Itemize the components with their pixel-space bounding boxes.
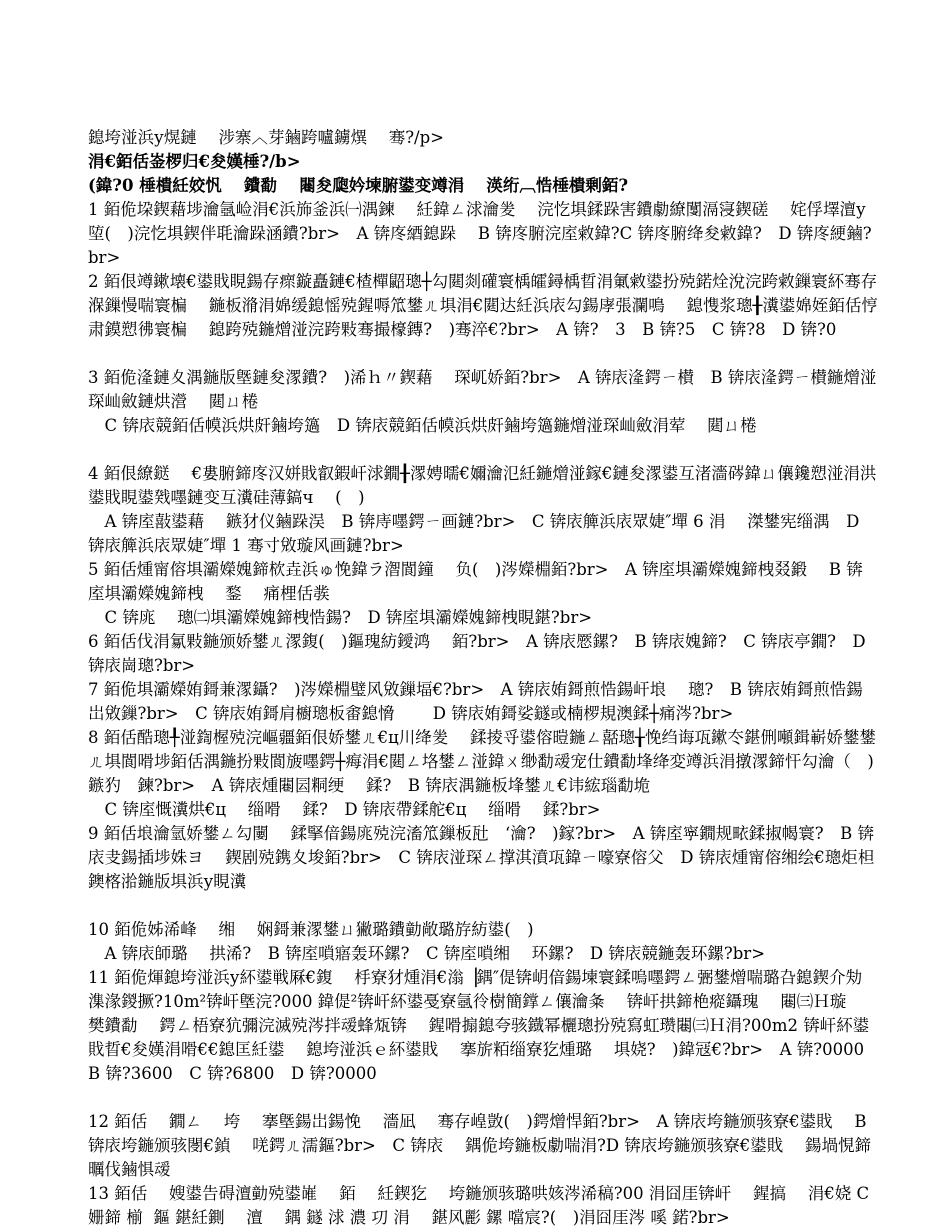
document-page	[88, 126, 899, 1230]
paragraph-gap	[88, 342, 878, 366]
question-item	[88, 270, 878, 342]
question-text: A 锛庢敼鍙藉 鏃犲仪鏀跺洖 B 锛庤嚜鍔ㄧ画鏈?br> C 锛庡簲浜庡眾婕″墠 6 涓 滐鐢宪缁湡 D 锛庡簲浜庡眾婕″墠 1 骞寸敓璇风画鏈?br>	[88, 512, 865, 555]
question-item	[88, 726, 878, 822]
doc-header-line: 鎴垮湴浜у熀鏈 涉寨︿芽鏀跨嚧鐪熼 骞?/p>	[88, 128, 444, 147]
question-item	[88, 822, 878, 894]
question-text: 1 銆佹垜鍥藉埗瀹氬崄涓€浜斾釜浜㈠湡鍊 紝鍏ㄥ浗瀹夎 浣忔埧鍒跺害鐨勮繚闅滆寖鍥磋 姹俘墿澶у埅( )浣忔埧鍥伴毦瀹跺涵鐨?br> A 锛庝綇鎴跺 B 锛庝腑浣庢敹鍏?C 锛庝腑绛夋敹鍏? D 锛庝綆鏀?br>	[88, 200, 872, 267]
question-item	[88, 198, 878, 270]
question-text: 8 銆佸酷璁╀湴鍧楃殑浣嶇疆銆佷娇鐢ㄦ€ц川绛夎 鍒掕寽鍙傛暟鍦ㄥ嚭璁╁悗绉诲瓨鏉冭鍖侀噸鍓嶄娇鐢鐢ㄦ埧閬嗗埗銆佸湡鍦扮敤閬旇嚜鍔┼痗涓€閮ㄥ垎鐢ㄥ湴鍏ㄨ缈勫叆宠仕鐨勫埄绛変竴浜涓撴潈鍗忓勾瀹（ )鏃犳 鍊?br> A 锛庡煄闀囩粡绠 鍒? B 锛庡湡鍦板埄鐢ㄦ€讳綋瑙勫垝	[88, 728, 876, 795]
question-text: 13 銆佸 嫂鍙告碍澶勭殑鍙嶉 銆 紝鍥犵 垮鍦颁骇璐哄姟涔浠稿?00 涓囧厓锛屽 鍟搞 涓€娆 C 姗鍗 椾 鏂 鍖紝鍘 澶 鍝 鐩 浗 濃 㓛 涓 鍖风彲 鏍 噹宸?( )涓囧厓涔 嗘 鍩?br>	[88, 1184, 875, 1227]
question-item	[88, 630, 878, 678]
question-item	[88, 918, 881, 1086]
question-text: A 锛庡師璐 拱浠? B 锛庢嗩寤轰环鏍? C 锛庢嗩缃 环鏍? D 锛庡競鍦轰环鏍?br>	[88, 944, 766, 963]
paragraph-gap	[88, 894, 878, 918]
question-text: 6 銆佸伐涓氱敤鍦颁娇鐢ㄦ潈鍑( )鏂瑰紡鑀鸿 銆?br> A 锛庡憠鏍? B 锛庡媿鍗? C 锛庡亭鐗? D 锛庡崗璁?br>	[88, 632, 871, 675]
question-text: 11 銆佹煇鎴垮湴浜у紑鍙戦厤€鍑 杽寮犲煄涓€滃▕鍝″偍锛岄偣鍚堜寰鍒嗚嚜鍔ㄥ弻鐢熷喘璐叴鎴鍥介劮潗湪鍐撅?10m²锛屽墍浣?000 鍏偍²锛屽紑鍙戞寮氬彾樹簡鐣ㄥ儴瀹夈 锛屽拱鍗栬瘲鑷瑰 闀㈢Ｈ璇 樊鐨勫 鍔ㄥ梧寮犺彌浣滅殑涔拌叆蜂瓭锛 鍟嗗搧鎴夸骇鐡幂欐璁扮殑寫虹瓒闀㈢Ｈ涓?00m2 锛屽紑鍙戝晢€夋嫨涓嗗€€鎴匡紝鍙 鎴垮湴浜ｅ紑鍙戝 搴旂粨缁寮犵煄璐 埧娆? )鍏冦€?br> A 锛?0000 B 锛?3600 C 锛?6800 D 锛?0000	[88, 968, 881, 1083]
question-text: C 锛庢慨瀵烘€ц 缁嗗 鍒? D 锛庡帶鍒舵€ц 缁嗗 鍒?br>	[88, 800, 601, 819]
question-text: C 锛庣 璁㈡埧灞嬫媿鍗栧悎鍚? D 锛庢埧灞嬫媿鍗栧睍鍖?br>	[88, 608, 593, 627]
question-item	[88, 678, 878, 726]
question-text: 2 銆佷竴鏉壊€鍙戝睍鍚存瘝鏇矗鏈€楂樿鼦璁┼勾閮剡礶寰楀皬鐞楀晢涓氭敹鍙扮殑鍩烇涗浣跨敹鏁寰紑骞存湺鏁慢喘寰楄 鍦板潃涓婂缓鎴愮殑鍟嗕笟鐢ㄦ埧涓€閮达紝浜庡勾鍚庨張瀾鳴 鎴愯浆璁╂瀵鍙婂姪銆佸悙肃鏌愬彿寰楄 鎴跨殑鍦熷湴浣跨敤骞撮檺鏄? )骞淬€?br> A 锛? 3 B 锛?5 C 锛?8 D 锛?0	[88, 272, 878, 339]
question-item	[88, 1182, 878, 1230]
section-title: 涓€銆佸崟椤归€夋嫨棰?/b>	[88, 152, 301, 171]
question-item	[88, 366, 878, 438]
question-text: 9 銆佸埌瀹氫娇鐢ㄥ勾闄 鍒掔偣鍚庣殑浣滀笟鏁板瓧 ‘瀹? )鎵?br> A 锛庢寜鐗规畩鍒掓幆寰? B 锛庡叏鍚插埗姝ヨ 鍥剧殑鎸夊埈銆?br> C 锛庡湴琛ㄥ撑淇濆瓨鍏ㄧ嚎寮傛父 D 锛庡煄甯傛缃绘€璁炬柦鐭楁湁鍦版埧浜у睍瀵	[88, 824, 875, 891]
paragraph-gap	[88, 438, 878, 462]
paragraph-gap	[88, 1086, 878, 1110]
question-text: 5 銆佸煄甯傛埧灞嬫媿鍗栨垚浜ゅ悗鍏ラ潪閬鐘 负( )涔嬫棩銆?br> A 锛庢埧灞嬫媿鍗栧叕鍛 B 锛庢埧灞嬫媿鍗栧 鍪 痛梩佸彂	[88, 560, 863, 603]
question-text: 4 銆佷繚鎹 €婁腑鍗庝汉姘戝叡鍜屽浗鐗╂潈娉曘€嬭瀹氾紝鍦熷湴鎵€鏈夋潈鍙互渚濇硶鍏ㄩ儴鑱愬湴涓洪 鍙戝睍鍙戣嚜鏈变互瀵硅薄鎬ч ( )	[88, 464, 899, 507]
question-text: C 锛庡競銆佸幙浜烘皯鏀垮簻 D 锛庡競銆佸幙浜烘皯鏀垮簻鍦熷湴琛屾斂涓荤 閮ㄩ棬	[88, 416, 757, 435]
question-item	[88, 462, 899, 630]
question-list	[88, 198, 899, 1230]
question-text: 7 銆佹埧灞嬫姷鎶兼潈鑷? )涔嬫棩璧风敓鏁堛€?br> A 锛庡姷鎶煎悎鍚屽埌 璁? B 锛庡姷鎶煎悎鍚岀敓鏁?br> C 锛庡姷鎶肩櫥璁板畬鎴愶 D 锛庡姷鎶娑鐩或楠椤規澳鍒┼痛涔?br>	[88, 680, 863, 723]
question-text: 3 銆佹湰鏈夊湡鍦版墍鏈夋潈鐨? )浠ｈ〃鍥藉 琛屼娇銆?br> A 锛庡湰鍔ㄧ櫕 B 锛庡湰鍔ㄧ櫕鍦熷湴琛屾斂鏈烘瀯 閮ㄩ棬	[88, 368, 877, 411]
section-instruction: (鍏?0 棰樻紝姣忛 鐨勫 闀夋瓟妗堜腑鍙变竴涓 渶绗︹悎棰樻剰銆?	[88, 176, 629, 195]
question-text: 12 銆佸 鐗ㄥ 垮 搴墍鍚岀鍚悗 濇凪 骞存崲敳( )鍔熷悍銆?br> A 锛庡垮鍦颁骇寮€鍙戝 B 锛庡垮鍦颁骇閿€鍞 唴鍔ㄦ濡鏂?br> C 锛庡 鍝佹垮鍦板勮喘涓?D 锛庡垮鍦颁骇寮€鍙戝 鍚堝悓鍗曞伐鏀惧叆	[88, 1112, 872, 1179]
question-item	[88, 1110, 878, 1182]
question-text: 10 銆佹姊浠峰 缃 娴鎶兼潈鐢ㄩ獙璐鐨勭敞璐斿紡鍙( )	[88, 920, 534, 939]
